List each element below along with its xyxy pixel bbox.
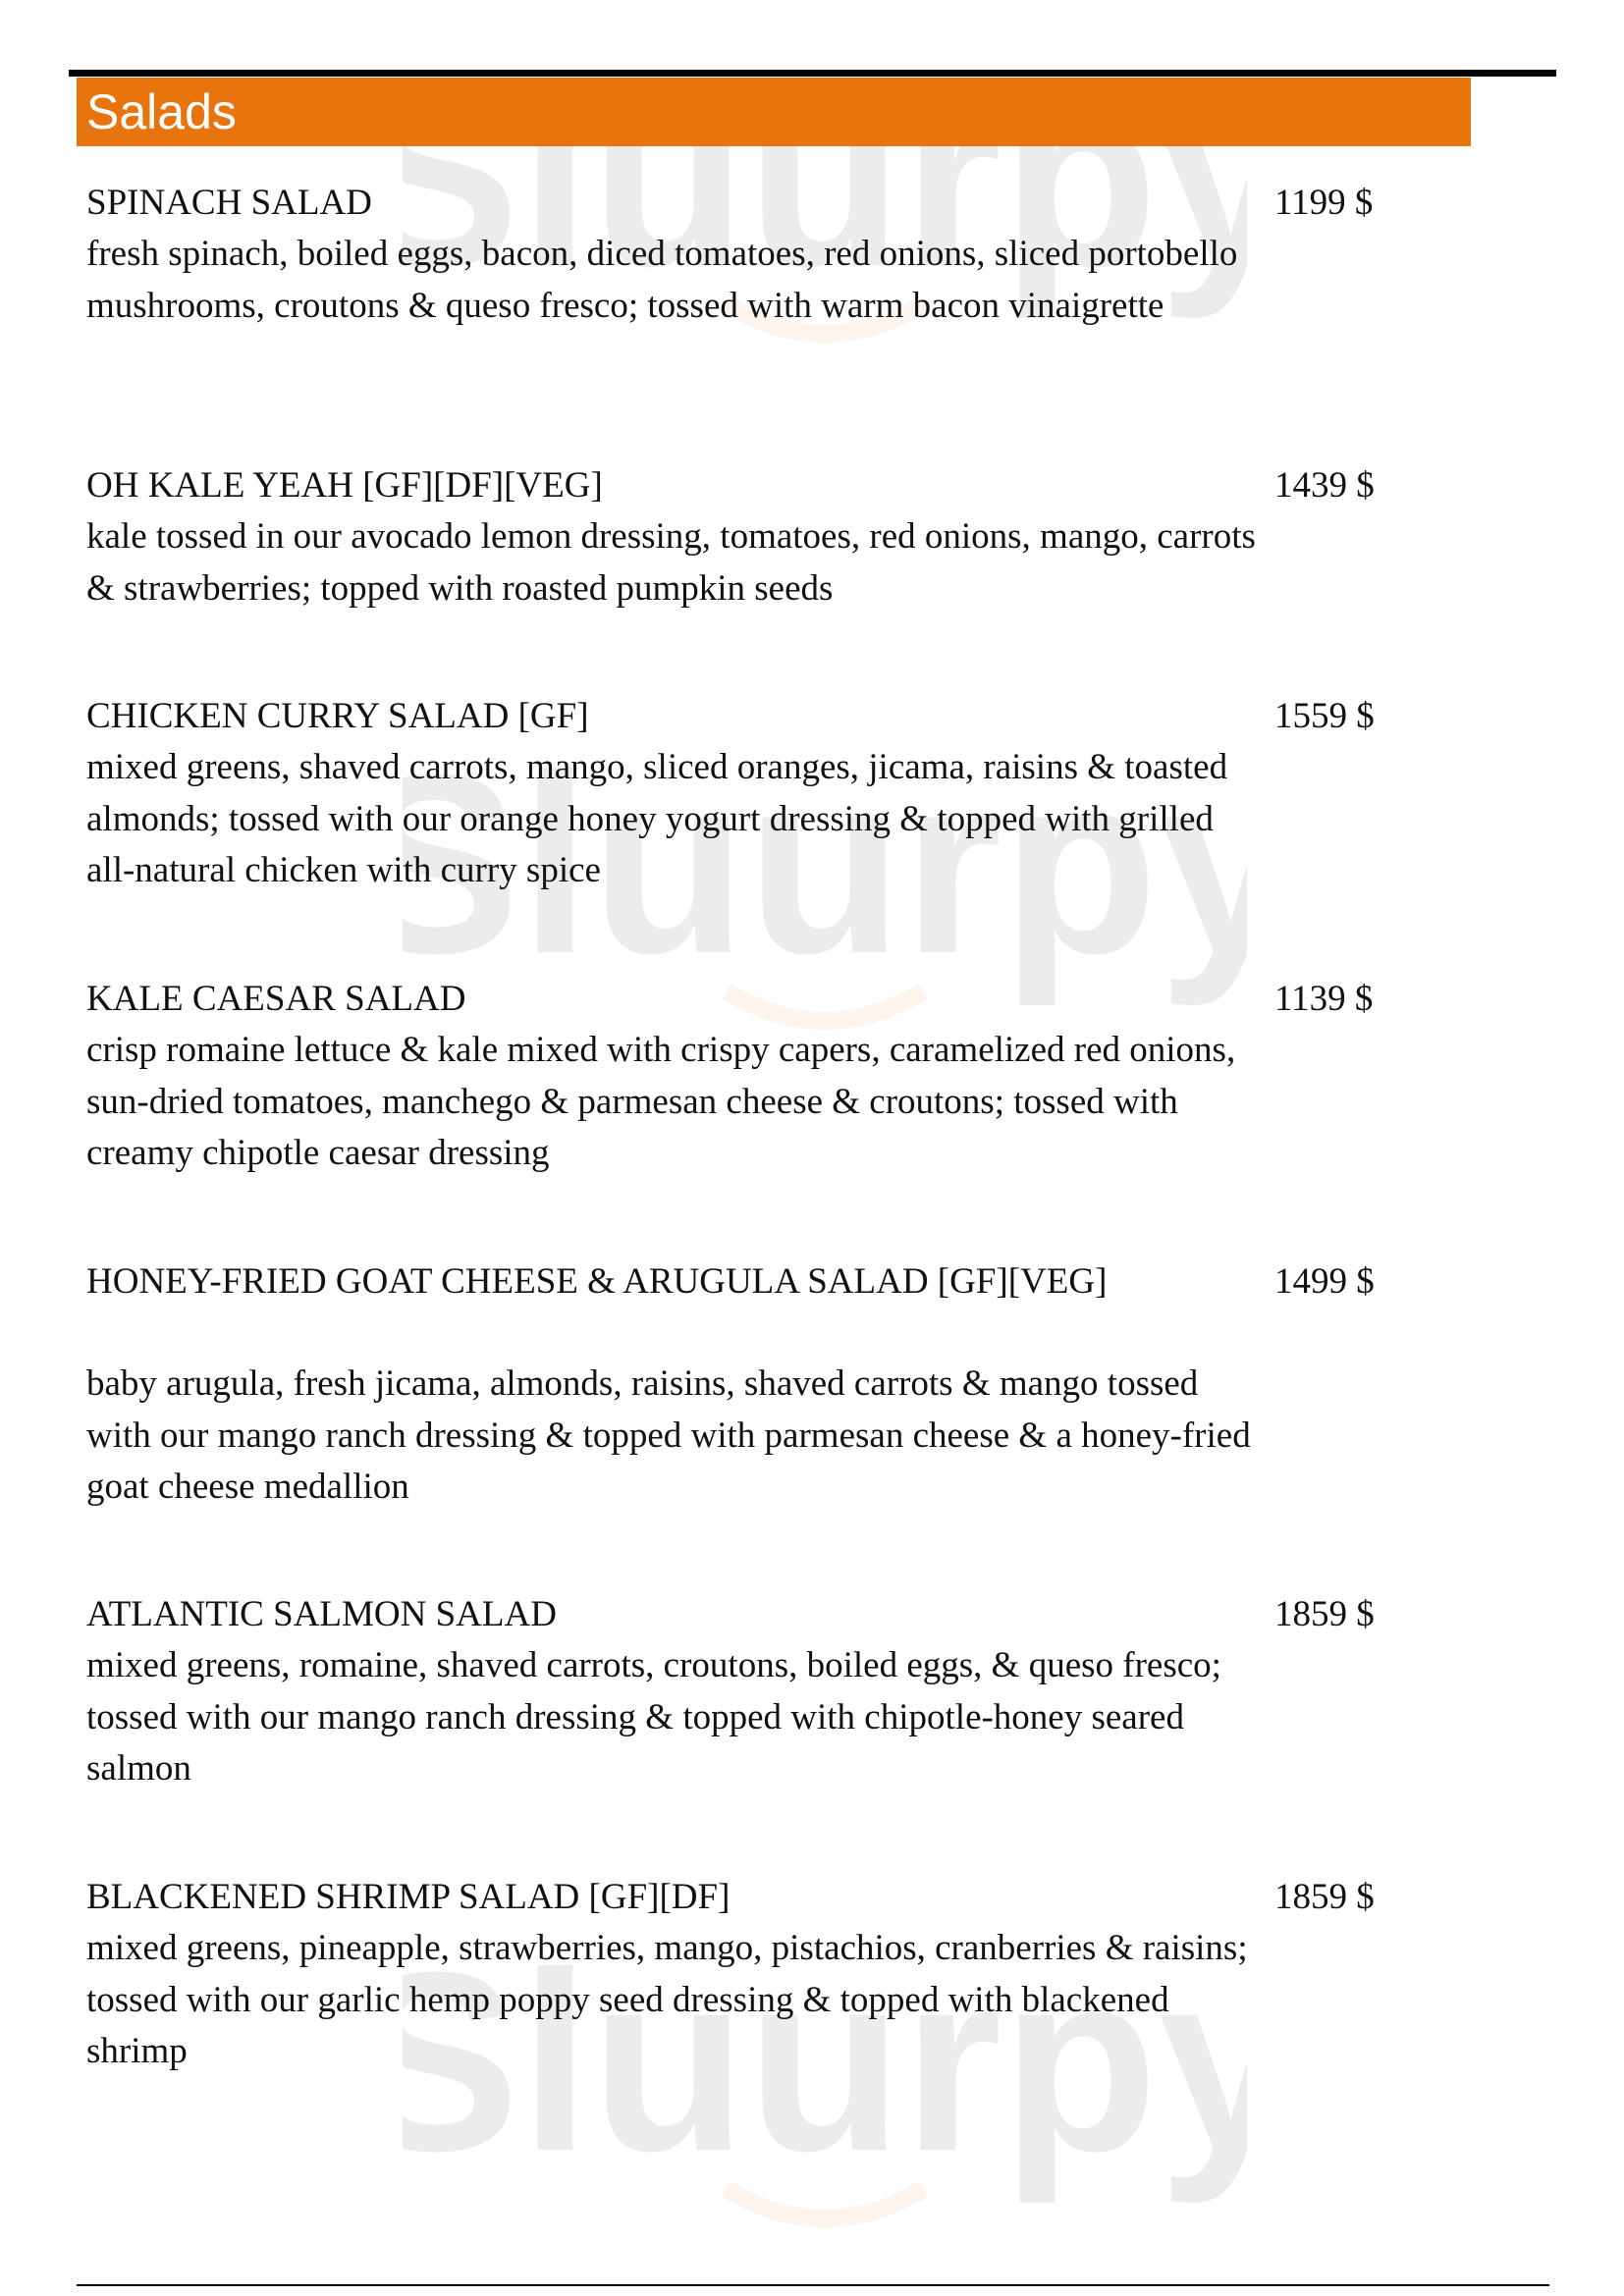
item-price: 1559 $ — [1274, 696, 1375, 736]
item-name: SPINACH SALAD — [86, 183, 372, 223]
item-description: mixed greens, pineapple, strawberries, mango, pistachios, cranberries & raisins; tossed with our garlic hemp poppy seed dressing & topped with blackened shrimp — [86, 1928, 1248, 2071]
svg-text:Sluurpy: Sluurpy — [403, 726, 1247, 1007]
section-title: Salads — [86, 84, 237, 139]
item-name: CHICKEN CURRY SALAD [GF] — [86, 696, 589, 736]
item-description: crisp romaine lettuce & kale mixed with crispy capers, caramelized red onions, sun-dried tomatoes, manchego & parmesan cheese & croutons; tossed with creamy chipotle caesar dressing — [86, 1030, 1236, 1173]
item-name: OH KALE YEAH [GF][DF][VEG] — [86, 465, 603, 506]
section-header — [77, 78, 1471, 146]
item-name: ATLANTIC SALMON SALAD — [86, 1594, 557, 1634]
item-name: HONEY-FRIED GOAT CHEESE & ARUGULA SALAD [GF][VEG] — [86, 1261, 1108, 1302]
item-description: baby arugula, fresh jicama, almonds, raisins, shaved carrots & mango tossed with our mango ranch dressing & topped with parmesan cheese & a honey-fried goat cheese medallion — [86, 1363, 1251, 1507]
svg-text:Sluurpy: Sluurpy — [403, 1924, 1247, 2205]
item-price: 1139 $ — [1274, 979, 1374, 1019]
item-name: KALE CAESAR SALAD — [86, 979, 466, 1019]
item-name: BLACKENED SHRIMP SALAD [GF][DF] — [86, 1877, 731, 1917]
item-price: 1199 $ — [1274, 183, 1374, 223]
item-price: 1499 $ — [1274, 1261, 1375, 1302]
item-description: mixed greens, romaine, shaved carrots, croutons, boiled eggs, & queso fresco; tossed with our mango ranch dressing & topped with chipotle-honey seared salmon — [86, 1645, 1221, 1789]
item-price: 1859 $ — [1274, 1594, 1375, 1634]
item-description: mixed greens, shaved carrots, mango, sliced oranges, jicama, raisins & toasted almonds; tossed with our orange honey yogurt dressing & topped with grilled all-natural chicken with curry spice — [86, 747, 1228, 890]
bottom-divider — [77, 2284, 1549, 2286]
item-description: fresh spinach, boiled eggs, bacon, diced tomatoes, red onions, sliced portobello mushrooms, croutons & queso fresco; tossed with warm bacon vinaigrette — [86, 234, 1238, 326]
svg-text:Sluurpy: Sluurpy — [403, 39, 1247, 320]
item-price: 1859 $ — [1274, 1877, 1375, 1917]
top-divider — [69, 70, 1556, 77]
item-price: 1439 $ — [1274, 465, 1375, 506]
item-description: kale tossed in our avocado lemon dressing, tomatoes, red onions, mango, carrots & strawberries; topped with roasted pumpkin seeds — [86, 516, 1256, 609]
